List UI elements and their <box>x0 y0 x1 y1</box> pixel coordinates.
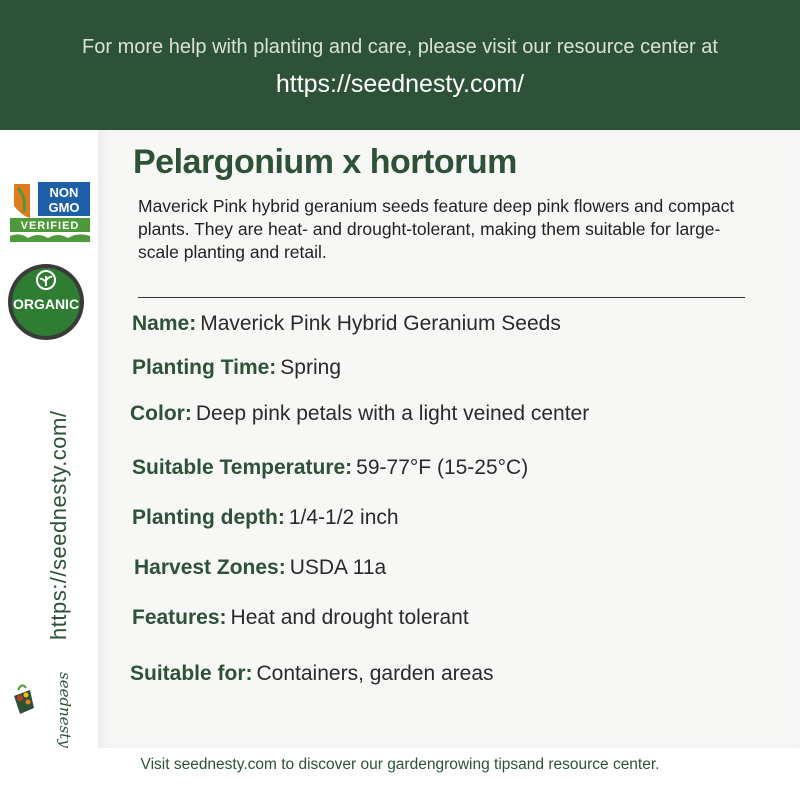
spec-label: Suitable for: <box>130 662 253 685</box>
spec-row-temperature <box>132 456 528 480</box>
spec-label: Harvest Zones: <box>134 556 286 579</box>
spec-value: 1/4-1/2 inch <box>288 506 399 529</box>
spec-row-features <box>132 606 469 630</box>
non-gmo-icon <box>8 176 92 244</box>
spec-value: Maverick Pink Hybrid Geranium Seeds <box>200 312 561 335</box>
banner-url-link[interactable]: https://seednesty.com/ <box>275 70 525 98</box>
spec-label: Planting Time: <box>132 356 277 379</box>
organic-icon <box>6 262 86 342</box>
top-banner <box>0 0 800 130</box>
seednesty-logo <box>8 668 74 748</box>
spec-value: 59-77°F (15-25°C) <box>356 456 529 479</box>
spec-label: Suitable Temperature: <box>132 456 353 479</box>
divider <box>138 297 745 298</box>
logo-text: seednesty <box>56 672 74 748</box>
non-gmo-line3: VERIFIED <box>20 220 80 232</box>
spec-value: Heat and drought tolerant <box>230 606 469 629</box>
spec-row-harvest-zones <box>134 556 386 580</box>
non-gmo-badge <box>8 176 92 244</box>
non-gmo-line2: GMO <box>48 200 80 215</box>
spec-value: Deep pink petals with a light veined center <box>195 402 590 425</box>
spec-label: Name: <box>132 312 197 335</box>
non-gmo-line1: NON <box>49 185 79 200</box>
spec-label: Color: <box>130 402 192 425</box>
spec-row-suitable-for <box>130 662 494 686</box>
spec-row-color <box>130 402 589 426</box>
organic-badge <box>6 262 86 342</box>
spec-value: USDA 11a <box>289 556 387 579</box>
vertical-url-link[interactable]: https://seednesty.com/ <box>46 410 71 640</box>
spec-label: Features: <box>132 606 227 629</box>
spec-label: Planting depth: <box>132 506 285 529</box>
spec-value: Containers, garden areas <box>256 662 494 685</box>
spec-row-name <box>132 312 561 336</box>
spec-row-planting-time <box>132 356 341 380</box>
footer-text: Visit seednesty.com to discover our gardengrowing tipsand resource center. <box>140 756 660 773</box>
spec-value: Spring <box>280 356 341 379</box>
organic-badge-text: ORGANIC <box>12 296 80 312</box>
banner-text: For more help with planting and care, please visit our resource center at <box>82 36 718 58</box>
seedling-icon <box>8 668 74 748</box>
product-description: Maverick Pink hybrid geranium seeds feature deep pink flowers and compact plants. They are heat- and drought-tolerant, making them suitable for large-scale planting and retail. <box>138 196 735 262</box>
spec-row-planting-depth <box>132 506 399 530</box>
product-title: Pelargonium x hortorum <box>133 143 517 181</box>
